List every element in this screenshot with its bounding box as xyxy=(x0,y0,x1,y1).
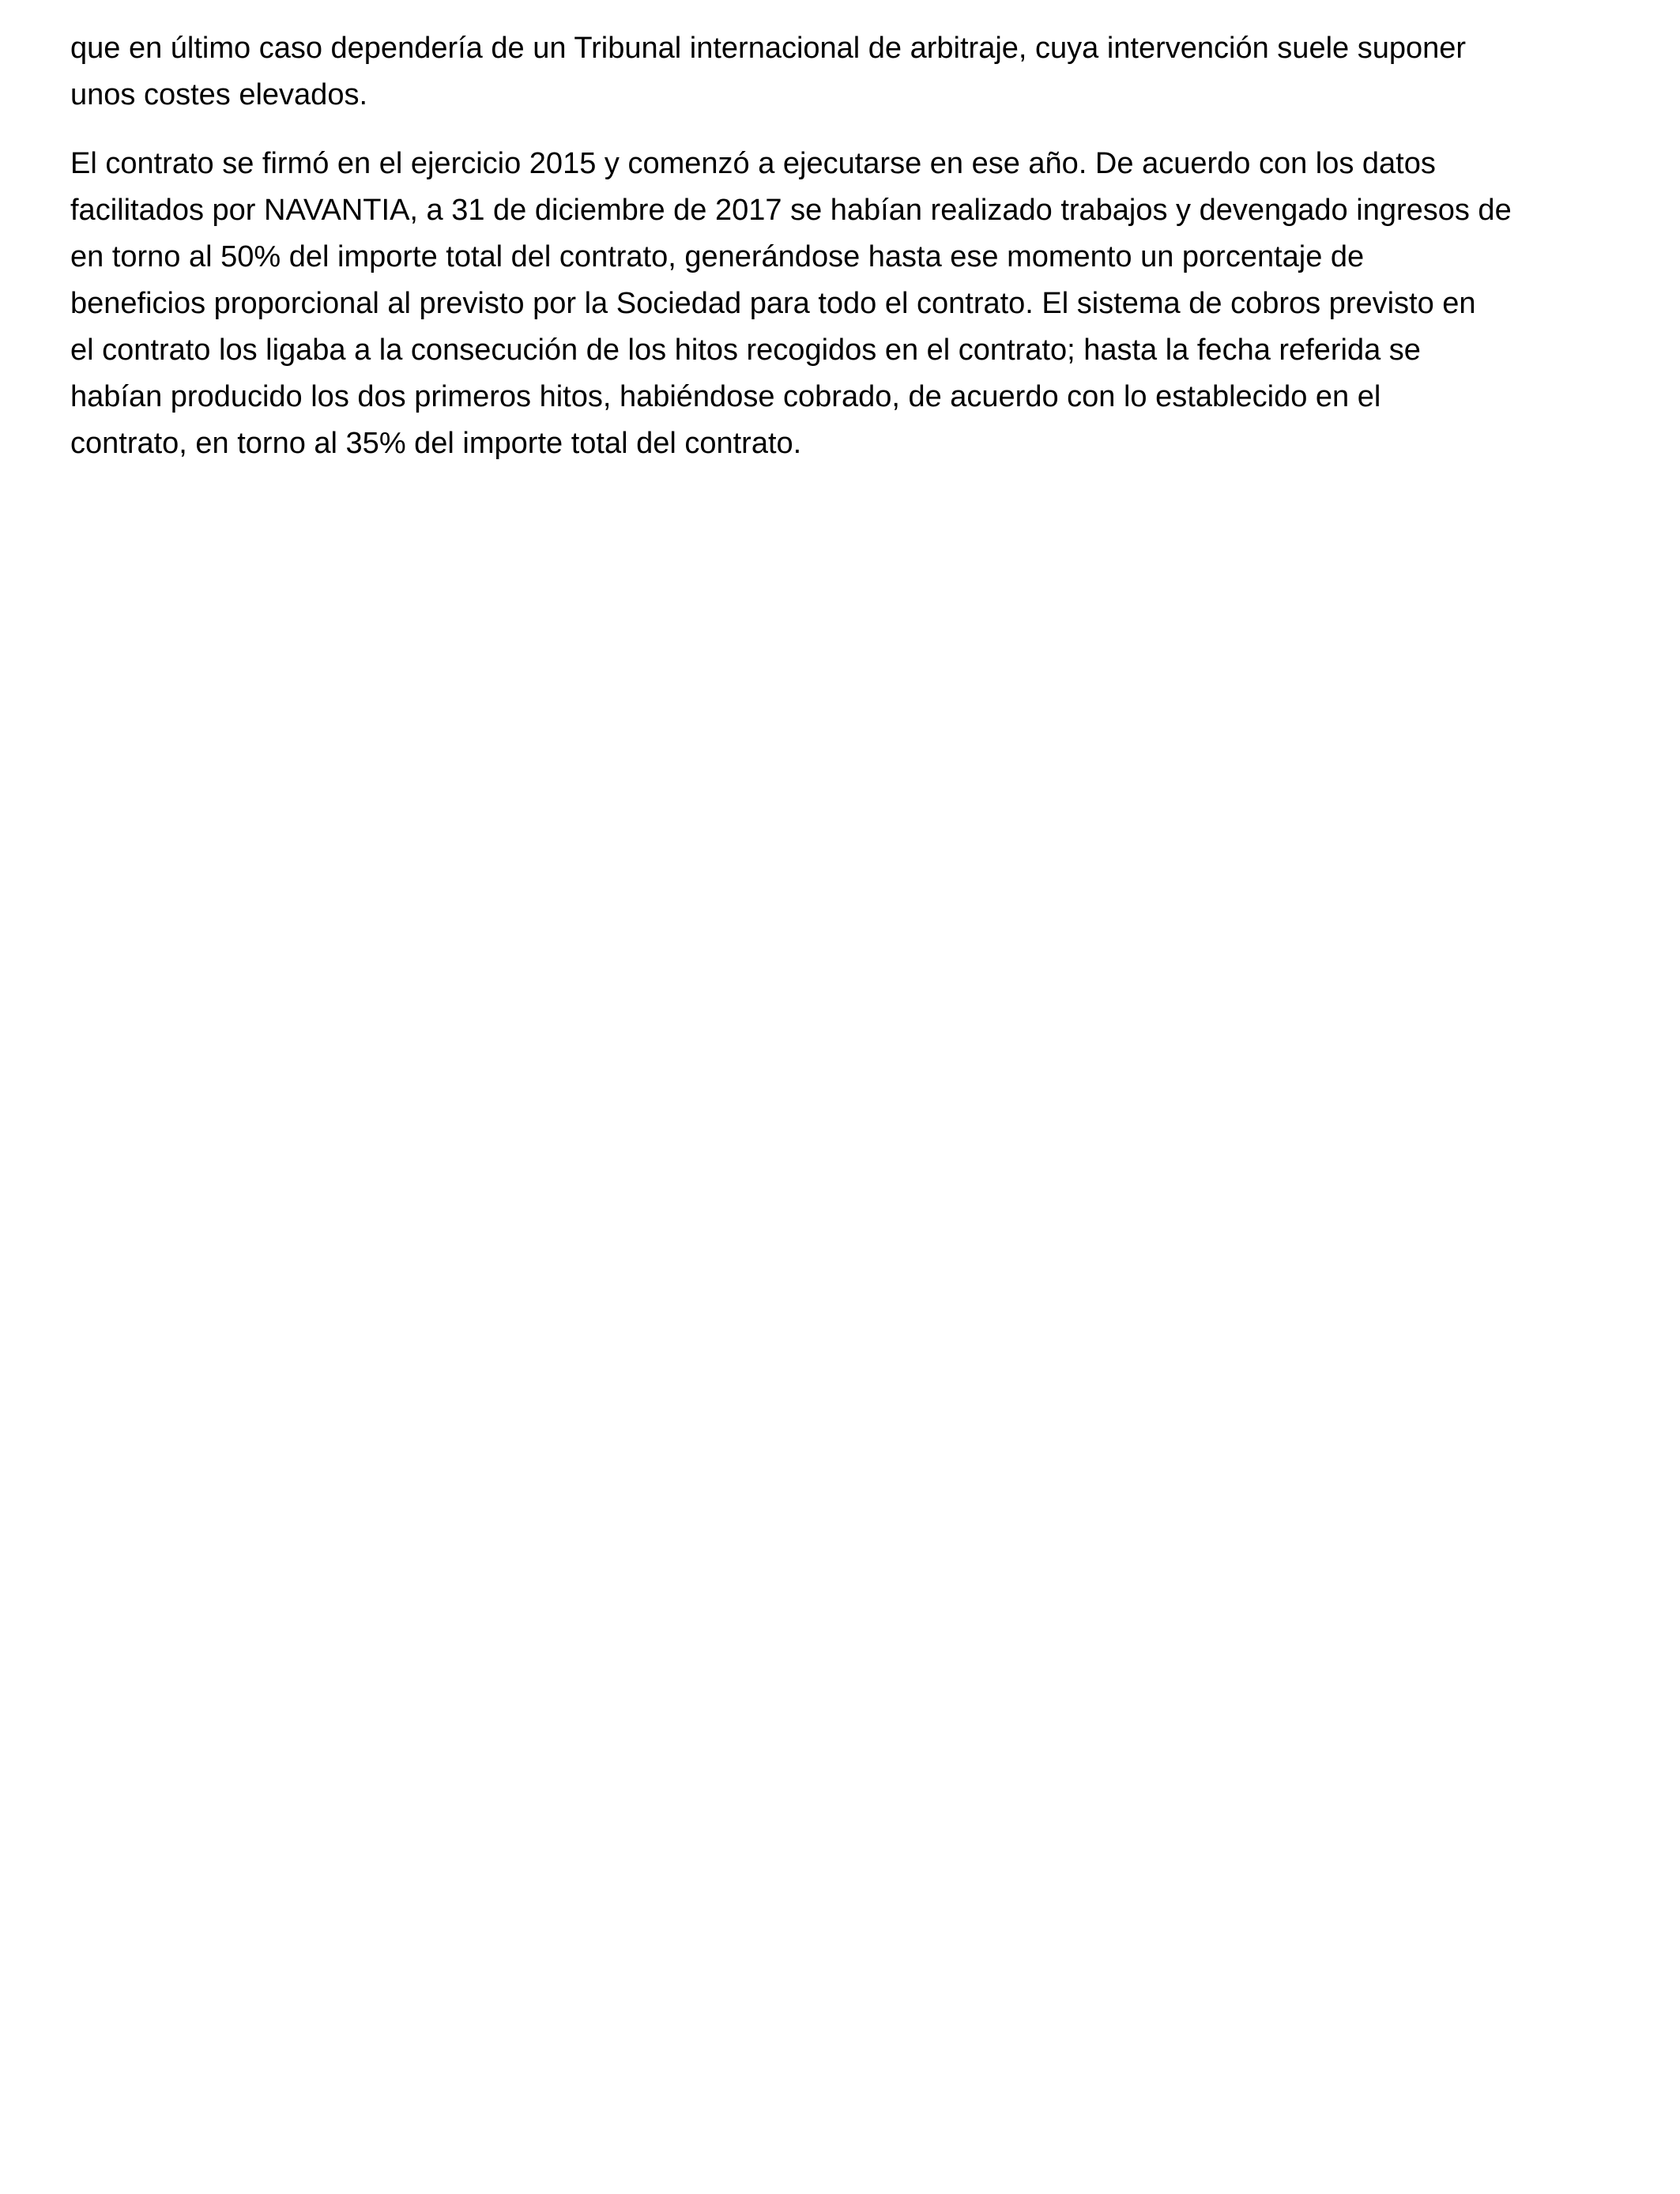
text-line: el contrato los ligaba a la consecución de los hitos recogidos en el contrato; hasta la fecha referida se xyxy=(70,334,1421,367)
text-line: beneficios proporcional al previsto por la Sociedad para todo el contrato. El sistema de cobros previsto en xyxy=(70,287,1476,320)
text-line: facilitados por NAVANTIA, a 31 de diciembre de 2017 se habían realizado trabajos y devengado ingresos de xyxy=(70,194,1512,227)
paragraph-arbitration xyxy=(70,25,1619,119)
text-line: que en último caso dependería de un Tribunal internacional de arbitraje, cuya intervención suele suponer xyxy=(70,32,1467,65)
document-body xyxy=(70,25,1619,467)
text-line: habían producido los dos primeros hitos, habiéndose cobrado, de acuerdo con lo establecido en el xyxy=(70,380,1381,413)
paragraph-contract xyxy=(70,141,1619,467)
text-line: El contrato se firmó en el ejercicio 2015 y comenzó a ejecutarse en ese año. De acuerdo con los datos xyxy=(70,147,1436,180)
text-line: unos costes elevados. xyxy=(70,78,368,111)
text-line: contrato, en torno al 35% del importe total del contrato. xyxy=(70,427,802,460)
text-line: en torno al 50% del importe total del contrato, generándose hasta ese momento un porcentaje de xyxy=(70,240,1365,273)
